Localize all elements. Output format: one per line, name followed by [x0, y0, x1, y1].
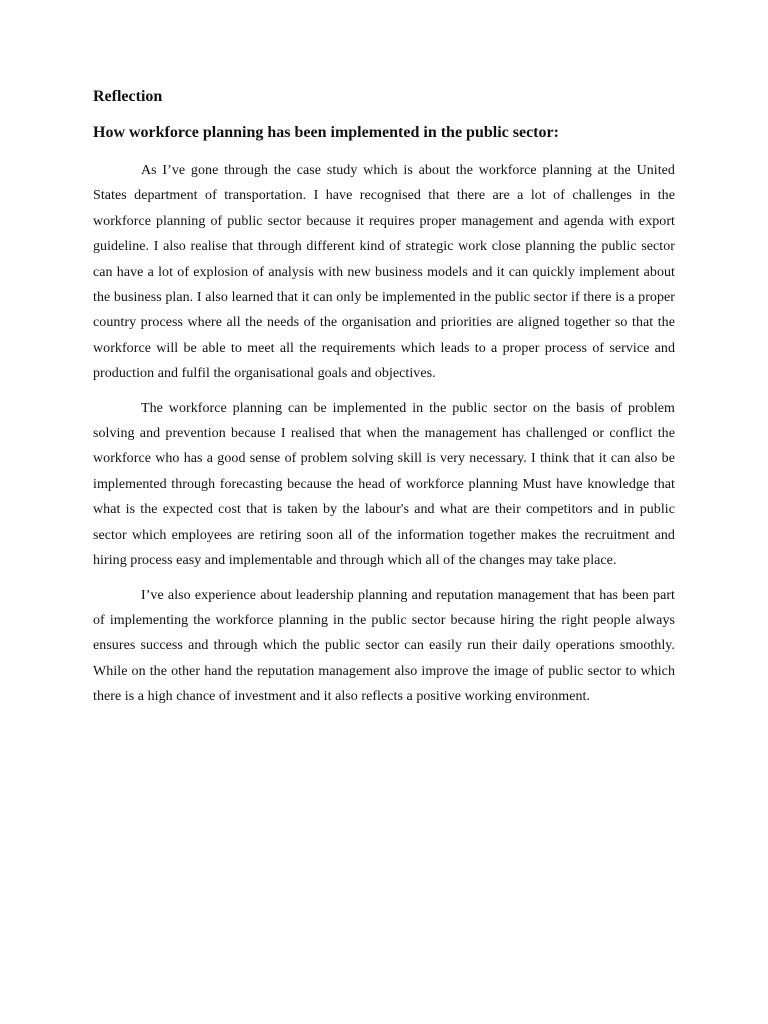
section-heading: How workforce planning has been implemented in the public sector: — [93, 124, 559, 141]
document-title: Reflection — [93, 88, 163, 105]
body-paragraph-3: I’ve also experience about leadership planning and reputation management that has been part of implementing the workforce planning in the public sector because hiring the right people always ensures success and through which the public sector can easily run their daily operations smoothly. While on the other hand the reputation management also improve the image of public sector to which there is a high chance of investment and it also reflects a positive working environment. — [93, 587, 675, 705]
document-page — [93, 86, 675, 719]
body-paragraph-1: As I’ve gone through the case study which is about the workforce planning at the United States department of transportation. I have recognised that there are a lot of challenges in the workforce planning of public sector because it requires proper management and agenda with export guideline. I also realise that through different kind of strategic work close planning the public sector can have a lot of explosion of analysis with new business models and it can quickly implement about the business plan. I also learned that it can only be implemented in the public sector if there is a proper country process where all the needs of the organisation and priorities are aligned together so that the workforce will be able to meet all the requirements which leads to a proper process of service and production and fulfil the organisational goals and objectives. — [93, 163, 675, 382]
body-paragraph-2: The workforce planning can be implemented in the public sector on the basis of problem solving and prevention because I realised that when the management has challenged or conflict the workforce who has a good sense of problem solving skill is very necessary. I think that it can also be implemented through forecasting because the head of workforce planning Must have knowledge that what is the expected cost that is taken by the labour's and what are their competitors and in public sector which employees are retiring soon all of the information together makes the recruitment and hiring process easy and implementable and through which all of the changes may take place. — [93, 400, 675, 569]
